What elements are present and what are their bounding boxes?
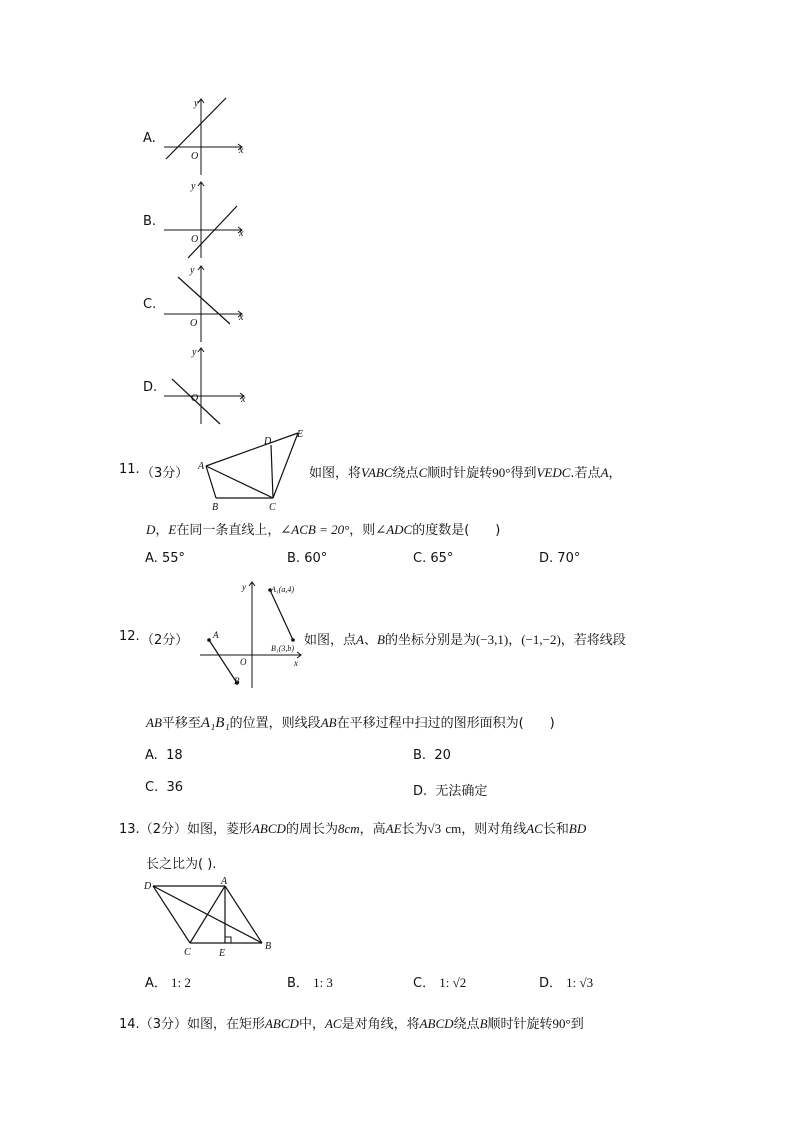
q12-stem-line1: 如图，点A、B的坐标分别是为(−3,1)，(−1,−2)，若将线段	[304, 632, 626, 648]
q11-choice-b[interactable]: B. 60°	[287, 551, 328, 566]
axis-x: x	[241, 394, 246, 405]
option-d-label: D.	[143, 380, 158, 395]
fig-point-b: B	[265, 941, 272, 952]
fig-point-a1: A₁(a,4)	[271, 585, 294, 594]
q12-choice-c[interactable]: C. 36	[145, 780, 184, 795]
question-14-stem: 14.（3分）如图，在矩形ABCD中，AC是对角线，将ABCD绕点B顺时针旋转90°到	[119, 1016, 584, 1032]
axis-y: y	[194, 98, 199, 109]
fig-point-b1: B₁(3,b)	[271, 644, 294, 653]
axis-y: y	[191, 181, 196, 192]
fig-point-b: B	[212, 502, 219, 513]
origin: O	[190, 318, 198, 329]
option-a-label: A.	[143, 131, 156, 146]
q12-choice-b[interactable]: B. 20	[413, 748, 451, 763]
fig-point-a: A	[198, 461, 205, 472]
axis-x: x	[239, 145, 244, 156]
origin: O	[191, 151, 199, 162]
fig-point-d: D	[264, 436, 272, 447]
option-c-label: C.	[143, 297, 157, 312]
q11-choice-c[interactable]: C. 65°	[413, 551, 454, 566]
q11-stem-line2: D，E在同一条直线上，∠ACB = 20°，则∠ADC的度数是( )	[146, 522, 501, 538]
q11-number: 11.	[119, 462, 140, 477]
fig-point-d: D	[144, 881, 152, 892]
graph-b	[160, 180, 250, 260]
q11-score: （3分）	[141, 466, 189, 481]
graph-c	[160, 264, 250, 344]
origin: O	[191, 393, 199, 404]
fig-point-a: A	[213, 630, 219, 640]
q11-choice-d[interactable]: D. 70°	[539, 551, 581, 566]
fig-axis-y: y	[242, 582, 246, 592]
axis-y: y	[190, 265, 195, 276]
q12-score: （2分）	[141, 633, 189, 648]
q13-choice-d[interactable]: D． 1: √3	[539, 975, 594, 991]
fig-point-e: E	[219, 948, 226, 959]
fig-point-a: A	[221, 876, 228, 887]
fig-point-b: B	[234, 676, 240, 686]
fig-point-e: E	[297, 429, 304, 440]
q11-choice-a[interactable]: A. 55°	[145, 551, 185, 566]
fig-axis-x: x	[294, 658, 298, 668]
q12-figure	[196, 578, 306, 690]
q13-choice-b[interactable]: B． 1: 3	[287, 975, 333, 991]
q12-number: 12.	[119, 629, 140, 644]
q12-choice-d[interactable]: D. 无法确定	[413, 784, 488, 799]
option-b-label: B.	[143, 214, 157, 229]
fig-point-c: C	[269, 502, 276, 513]
graph-d	[160, 346, 250, 426]
q13-choice-c[interactable]: C． 1: √2	[413, 975, 467, 991]
q12-stem-line2: AB平移至A₁B₁的位置，则线段AB在平移过程中扫过的图形面积为( )	[146, 715, 555, 731]
origin: O	[191, 234, 199, 245]
q13-choice-a[interactable]: A． 1: 2	[145, 975, 191, 991]
q11-figure	[196, 428, 311, 513]
q12-choice-a[interactable]: A. 18	[145, 748, 183, 763]
axis-y: y	[192, 347, 197, 358]
q13-figure	[141, 876, 281, 958]
q11-stem-line1: 如图，将VABC绕点C顺时针旋转90°得到VEDC.若点A，	[309, 465, 622, 481]
axis-x: x	[239, 312, 244, 323]
fig-origin: O	[240, 657, 247, 667]
q13-stem-line2: 长之比为( ).	[146, 857, 217, 872]
axis-x: x	[239, 228, 244, 239]
q13-stem-line1: 13.（2分）如图，菱形ABCD的周长为8cm，高AE长为√3 cm，则对角线AC长和BD	[119, 821, 587, 837]
graph-a	[160, 97, 250, 177]
fig-point-c: C	[184, 947, 191, 958]
